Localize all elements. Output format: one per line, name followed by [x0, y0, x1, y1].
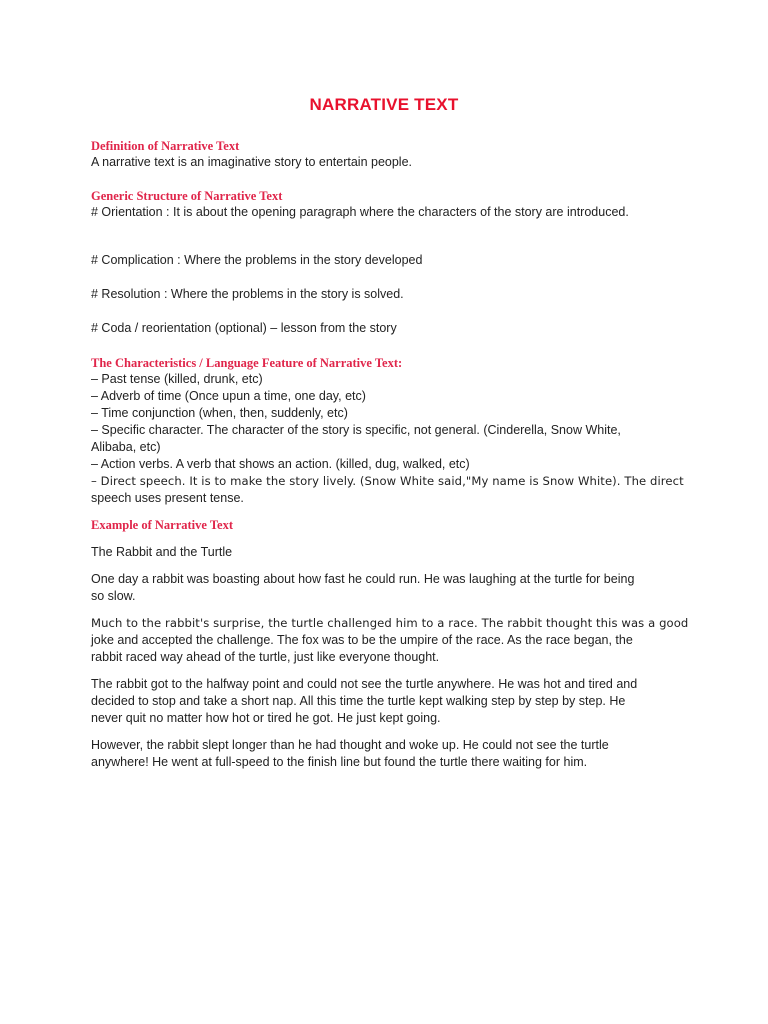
story-line: rabbit raced way ahead of the turtle, just like everyone thought.: [91, 650, 440, 664]
characteristics-heading: The Characteristics / Language Feature of Narrative Text:: [91, 356, 403, 370]
characteristics-item: – Past tense (killed, drunk, etc): [91, 372, 263, 386]
characteristics-item: – Adverb of time (Once upun a time, one day, etc): [91, 389, 366, 403]
story-line: decided to stop and take a short nap. All this time the turtle kept walking step by step by step. He: [91, 694, 626, 708]
structure-orientation: # Orientation : It is about the opening paragraph where the characters of the story are introduced.: [91, 205, 629, 219]
story-line: so slow.: [91, 589, 136, 603]
story-paragraph: [91, 615, 689, 666]
characteristics-item: – Time conjunction (when, then, suddenly, etc): [91, 406, 348, 420]
structure-complication: # Complication : Where the problems in the story developed: [91, 253, 423, 267]
story-line: One day a rabbit was boasting about how fast he could run. He was laughing at the turtle for being: [91, 572, 635, 586]
definition-text: A narrative text is an imaginative story to entertain people.: [91, 155, 413, 169]
characteristics-item: – Action verbs. A verb that shows an action. (killed, dug, walked, etc): [91, 457, 470, 471]
characteristics-item: speech uses present tense.: [91, 491, 244, 505]
story-line: Much to the rabbit's surprise, the turtle challenged him to a race. The rabbit thought this was a good: [91, 616, 689, 630]
definition-heading: Definition of Narrative Text: [91, 139, 240, 153]
story-line: anywhere! He went at full-speed to the finish line but found the turtle there waiting for him.: [91, 755, 588, 769]
story-paragraph: [91, 571, 681, 605]
structure-heading: Generic Structure of Narrative Text: [91, 189, 283, 203]
characteristics-item: Alibaba, etc): [91, 440, 161, 454]
story-paragraph: [91, 676, 681, 727]
story-line: However, the rabbit slept longer than he had thought and woke up. He could not see the turtle: [91, 738, 609, 752]
structure-resolution: # Resolution : Where the problems in the story is solved.: [91, 287, 404, 301]
story-title: The Rabbit and the Turtle: [91, 545, 233, 559]
characteristics-item: – Direct speech. It is to make the story lively. (Snow White said,"My name is Snow White). The direct: [91, 474, 684, 488]
story-paragraph: [91, 737, 681, 771]
characteristics-item: – Specific character. The character of the story is specific, not general. (Cinderella, Snow White,: [91, 423, 621, 437]
example-heading: Example of Narrative Text: [91, 518, 233, 532]
story-line: never quit no matter how hot or tired he got. He just kept going.: [91, 711, 441, 725]
story-line: joke and accepted the challenge. The fox was to be the umpire of the race. As the race began, the: [91, 633, 633, 647]
story-line: The rabbit got to the halfway point and could not see the turtle anywhere. He was hot and tired and: [91, 677, 638, 691]
page-title: NARRATIVE TEXT: [309, 95, 459, 114]
structure-coda: # Coda / reorientation (optional) – lesson from the story: [91, 321, 397, 335]
